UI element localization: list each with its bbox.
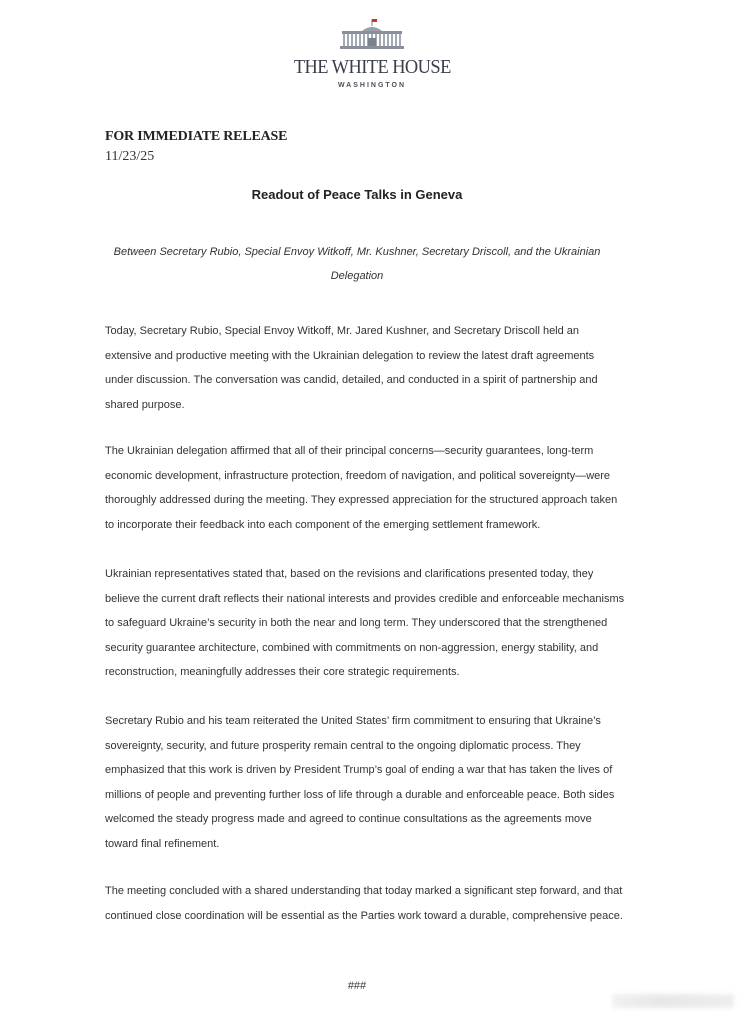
watermark xyxy=(612,994,734,1008)
release-label: FOR IMMEDIATE RELEASE xyxy=(105,129,288,144)
logo-subtitle: WASHINGTON xyxy=(337,82,407,89)
white-house-logo xyxy=(0,18,744,89)
document-subtitle: Between Secretary Rubio, Special Envoy Witkoff, Mr. Kushner, Secretary Driscoll, and the Ukrainian Delegation xyxy=(113,246,601,282)
paragraph: The Ukrainian delegation affirmed that all of their principal concerns—security guarantees, long-term economic development, infrastructure protection, freedom of navigation, and political sovereignty—were thoroughly addressed during the meeting. They expressed appreciation for the structured approach taken to incorporate their feedback into each component of the emerging settlement framework. xyxy=(105,445,618,531)
paragraph: Ukrainian representatives stated that, based on the revisions and clarifications presented today, they believe the current draft reflects their national interests and provides credible and enforceable mechanisms to safeguard Ukraine’s security in both the near and long term. They underscored that the strengthened security guarantee architecture, combined with commitments on non-aggression, energy stability, and reconstruction, meaningfully addresses their core strategic requirements. xyxy=(105,568,625,679)
paragraph: The meeting concluded with a shared understanding that today marked a significant step forward, and that continued close coordination will be essential as the Parties work toward a durable, comprehensive peace. xyxy=(105,885,623,922)
release-date: 11/23/25 xyxy=(105,149,155,164)
logo-title: THE WHITE HOUSE xyxy=(293,56,451,78)
document-title: Readout of Peace Talks in Geneva xyxy=(251,187,463,202)
paragraph: Today, Secretary Rubio, Special Envoy Witkoff, Mr. Jared Kushner, and Secretary Driscoll held an extensive and productive meeting with the Ukrainian delegation to review the latest draft agreements under discussion. The conversation was candid, detailed, and conducted in a spirit of partnership and shared purpose. xyxy=(105,325,598,411)
white-house-building-icon xyxy=(336,18,408,52)
end-mark: ### xyxy=(347,980,367,992)
paragraph: Secretary Rubio and his team reiterated the United States’ firm commitment to ensuring that Ukraine’s sovereignty, security, and future prosperity remain central to the ongoing diplomatic process. They emphasized that this work is driven by President Trump’s goal of ending a war that has taken the lives of millions of people and preventing further loss of life through a durable and enforceable peace. Both sides welcomed the steady progress made and agreed to continue consultations as the agreements move toward final refinement. xyxy=(105,715,615,850)
